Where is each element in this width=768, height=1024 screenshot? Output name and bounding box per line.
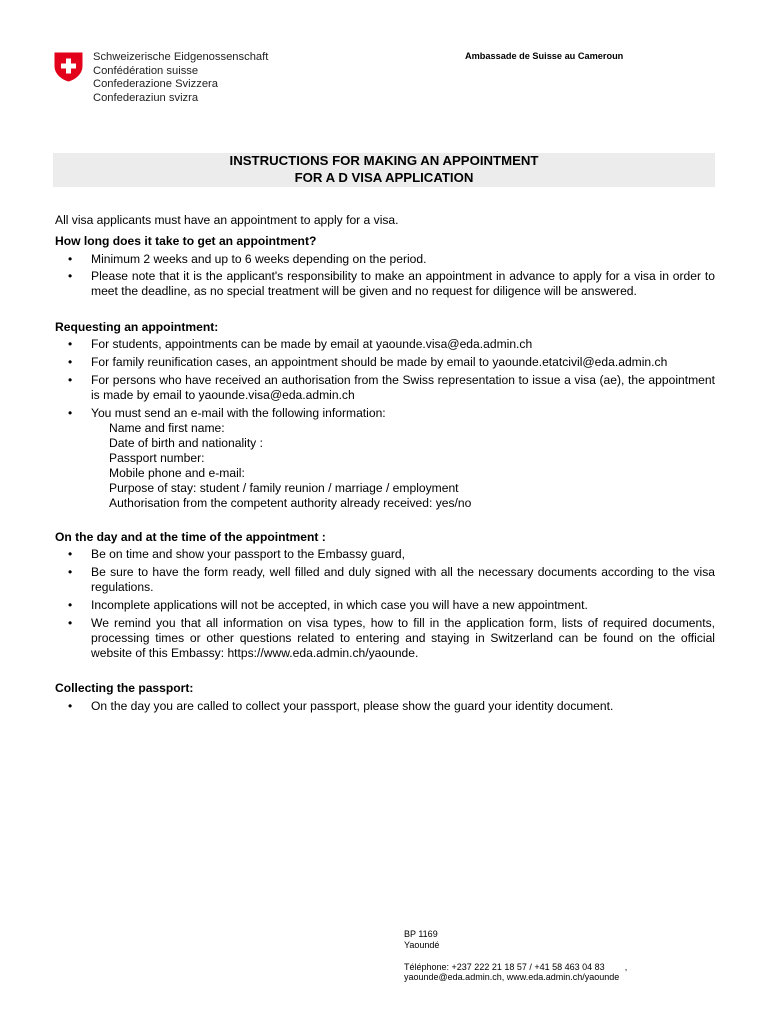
phone-line xyxy=(404,962,627,973)
list-item: • On the day you are called to collect your passport, please show the guard your identity document. xyxy=(55,699,715,714)
required-info-list xyxy=(91,421,715,511)
required-info-item: Mobile phone and e-mail: xyxy=(109,466,245,480)
contact-web: yaounde@eda.admin.ch, www.eda.admin.ch/yaounde xyxy=(404,972,620,983)
swiss-shield-icon xyxy=(54,52,83,82)
collect-list xyxy=(55,699,715,714)
list-item: • We remind you that all information on visa types, how to fill in the application form, lists of required documents, processing times or other questions related to entering and staying in Switzerland can be found on the official website of this Embassy: https://www.eda.admin.ch/yaounde. xyxy=(55,616,715,661)
document-title xyxy=(53,153,715,187)
wait-list xyxy=(55,252,715,299)
phone: Téléphone: +237 222 21 18 57 / +41 58 463 04 83 xyxy=(404,961,605,972)
phone-suffix: , xyxy=(624,961,628,972)
list-item: • Please note that it is the applicant's responsibility to make an appointment in advance to apply for a visa in order to meet the deadline, as no special treatment will be given and no request for diligence will be answered. xyxy=(55,269,715,299)
request-list xyxy=(55,337,715,511)
confederation-name-rm: Confederaziun svizra xyxy=(93,91,199,104)
section-heading-collect: Collecting the passport: xyxy=(55,681,194,695)
confederation-name-de: Schweizerische Eidgenossenschaft xyxy=(93,51,269,63)
appointment-day-list xyxy=(55,547,715,661)
confederation-name-it: Confederazione Svizzera xyxy=(93,78,218,91)
section-heading-appointment-day: On the day and at the time of the appointment : xyxy=(55,530,326,544)
section-heading-wait: How long does it take to get an appointment? xyxy=(55,234,317,248)
list-item: • Minimum 2 weeks and up to 6 weeks depending on the period. xyxy=(55,252,715,267)
confederation-logo xyxy=(54,52,268,105)
city: Yaoundé xyxy=(404,939,440,950)
required-info-item: Authorisation from the competent authority already received: yes/no xyxy=(109,496,472,510)
confederation-name-fr: Confédération suisse xyxy=(93,64,199,77)
confederation-names xyxy=(93,51,268,105)
required-info-item: Name and first name: xyxy=(109,421,225,435)
list-item xyxy=(55,406,715,511)
required-info-item: Date of birth and nationality : xyxy=(109,436,263,450)
title-line-1: INSTRUCTIONS FOR MAKING AN APPOINTMENT xyxy=(229,153,539,168)
section-heading-request: Requesting an appointment: xyxy=(55,320,219,334)
embassy-name: Ambassade de Suisse au Cameroun xyxy=(465,51,624,61)
list-item: • Be sure to have the form ready, well filled and duly signed with all the necessary documents according to the visa regulations. xyxy=(55,565,715,595)
list-item: • Be on time and show your passport to the Embassy guard, xyxy=(55,547,715,562)
required-info-item: Passport number: xyxy=(109,451,205,465)
title-line-2: FOR A D VISA APPLICATION xyxy=(294,169,474,185)
list-item: • For persons who have received an authorisation from the Swiss representation to issue a visa (ae), the appointment is made by email to yaounde.visa@eda.admin.ch xyxy=(55,373,715,403)
list-item-text: You must send an e-mail with the following information: xyxy=(91,406,386,420)
po-box: BP 1169 xyxy=(404,929,438,939)
list-item: • For family reunification cases, an appointment should be made by email to yaounde.etatcivil@eda.admin.ch xyxy=(55,355,715,370)
list-item: • Incomplete applications will not be accepted, in which case you will have a new appointment. xyxy=(55,598,715,613)
required-info-item: Purpose of stay: student / family reunion / marriage / employment xyxy=(109,481,459,495)
list-item: • For students, appointments can be made by email at yaounde.visa@eda.admin.ch xyxy=(55,337,715,352)
embassy-address xyxy=(404,929,627,983)
intro-text: All visa applicants must have an appointment to apply for a visa. xyxy=(55,213,399,227)
document-body xyxy=(55,213,715,714)
